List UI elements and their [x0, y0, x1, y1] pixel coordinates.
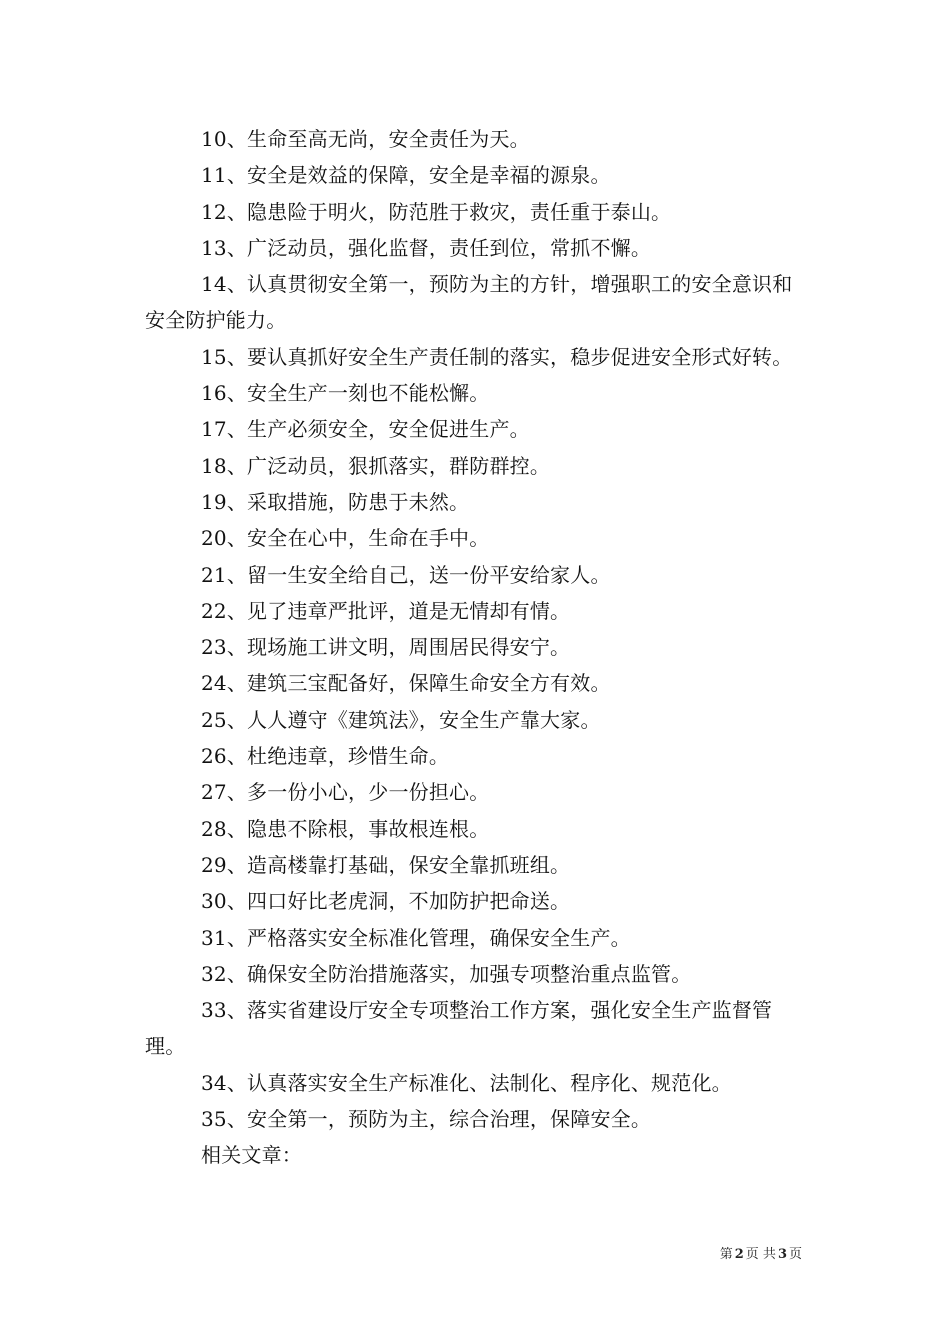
paragraph-27: 27、多一份小心，少一份担心。	[201, 780, 490, 805]
current-page-number: 2	[734, 1247, 744, 1262]
paragraph-19: 19、采取措施，防患于未然。	[201, 489, 470, 514]
paragraph-20: 20、安全在心中，生命在手中。	[201, 526, 490, 551]
paragraph-12: 12、隐患险于明火，防范胜于救灾，责任重于泰山。	[201, 199, 672, 224]
related-articles-heading: 相关文章：	[201, 1143, 302, 1168]
paragraph-23: 23、现场施工讲文明，周围居民得安宁。	[201, 635, 571, 660]
paragraph-33: 33、落实省建设厅安全专项整治工作方案，强化安全生产监督管理。	[145, 998, 773, 1059]
paragraph-34: 34、认真落实安全生产标准化、法制化、程序化、规范化。	[201, 1070, 732, 1095]
paragraph-22: 22、见了违章严批评，道是无情却有情。	[201, 598, 571, 623]
paragraph-11: 11、安全是效益的保障，安全是幸福的源泉。	[201, 163, 611, 188]
paragraph-18: 18、广泛动员，狠抓落实，群防群控。	[201, 453, 551, 478]
paragraph-24: 24、建筑三宝配备好，保障生命安全方有效。	[201, 671, 611, 696]
paragraph-31: 31、严格落实安全标准化管理，确保安全生产。	[201, 925, 631, 950]
paragraph-29: 29、造高楼靠打基础，保安全靠抓班组。	[201, 852, 571, 877]
paragraph-13: 13、广泛动员，强化监督，责任到位，常抓不懈。	[201, 235, 652, 260]
footer-middle: 页 共	[745, 1247, 776, 1262]
paragraph-14: 14、认真贯彻安全第一，预防为主的方针，增强职工的安全意识和安全防护能力。	[145, 272, 793, 333]
paragraph-35: 35、安全第一，预防为主，综合治理，保障安全。	[201, 1107, 652, 1132]
paragraph-30: 30、四口好比老虎洞，不加防护把命送。	[201, 889, 571, 914]
paragraph-32: 32、确保安全防治措施落实，加强专项整治重点监管。	[201, 961, 692, 986]
paragraph-26: 26、杜绝违章，珍惜生命。	[201, 744, 450, 769]
total-pages-number: 3	[777, 1247, 787, 1262]
paragraph-10: 10、生命至高无尚，安全责任为天。	[201, 127, 530, 151]
document-body	[145, 121, 810, 1174]
paragraph-28: 28、隐患不除根，事故根连根。	[201, 816, 490, 841]
footer-suffix: 页	[788, 1247, 802, 1262]
paragraph-21: 21、留一生安全给自己，送一份平安给家人。	[201, 562, 611, 587]
paragraph-15: 15、要认真抓好安全生产责任制的落实，稳步促进安全形式好转。	[201, 344, 793, 369]
paragraph-25: 25、人人遵守《建筑法》，安全生产靠大家。	[201, 707, 601, 732]
paragraph-17: 17、生产必须安全，安全促进生产。	[201, 417, 530, 442]
page-number-footer	[720, 1247, 802, 1263]
footer-prefix: 第	[719, 1247, 733, 1262]
paragraph-16: 16、安全生产一刻也不能松懈。	[201, 381, 490, 406]
